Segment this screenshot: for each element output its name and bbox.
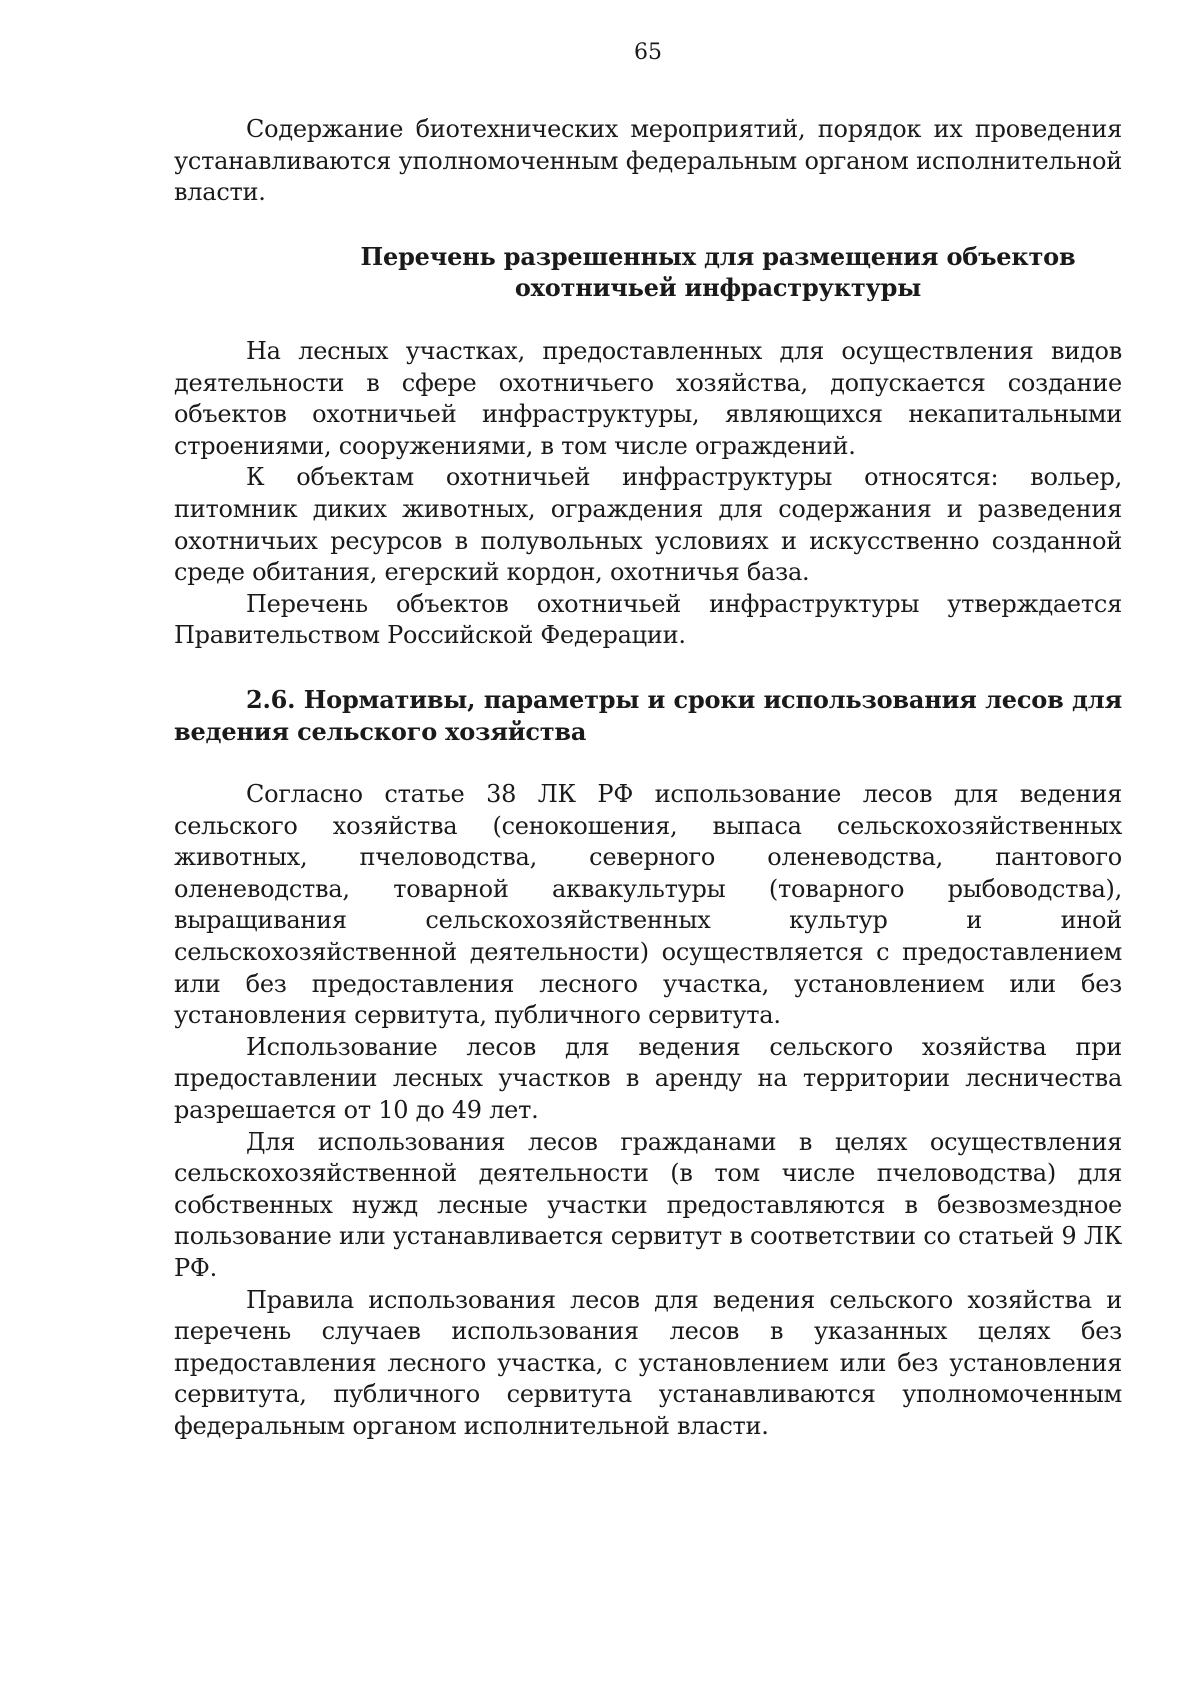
page-number: 65 bbox=[634, 40, 662, 65]
heading-hunting-infrastructure bbox=[174, 241, 1122, 304]
document-body bbox=[174, 114, 1122, 1443]
paragraph-biotechnical: Содержание биотехнических мероприятий, порядок их проведения устанавливаются уполномоченным федеральным органом исполнительной власти. bbox=[174, 115, 1122, 207]
paragraph-citizens-use: Для использования лесов гражданами в целях осуществления сельскохозяйственной деятельности (в том числе пчеловодства) для собственных нужд лесные участки предоставляются в безвозмездное пользование или устанавливается сервитут в соответствии со статьей 9 ЛК РФ. bbox=[174, 1127, 1122, 1282]
paragraph-infrastructure-objects: К объектам охотничьей инфраструктуры относятся: вольер, питомник диких животных, ограждения для содержания и разведения охотничьих ресурсов в полувольных условиях и искусственно созданной среде обитания, егерский кордон, охотничья база. bbox=[174, 463, 1122, 587]
heading-line: охотничьей инфраструктуры bbox=[514, 273, 922, 303]
paragraph-forest-plots: На лесных участках, предоставленных для осуществления видов деятельности в сфере охотничьего хозяйства, допускается создание объектов охотничьей инфраструктуры, являющихся некапитальными строениями, сооружениями, в том числе ограждений. bbox=[174, 336, 1122, 460]
spacer bbox=[174, 209, 1122, 241]
paragraph-article-38: Согласно статье 38 ЛК РФ использование лесов для ведения сельского хозяйства (сенокошения, выпаса сельскохозяйственных животных, пчеловодства, северного оленеводства, пантового оленеводства, товарной аквакультуры (товарного рыбоводства), выращивания сельскохозяйственных культур и иной сельскохозяйственной деятельности) осуществляется с предоставлением или без предоставления лесного участка, установлением или без установления сервитута, публичного сервитута. bbox=[174, 780, 1122, 1030]
document-page bbox=[174, 0, 1122, 1697]
spacer bbox=[174, 304, 1122, 336]
heading-line: Перечень разрешенных для размещения объектов bbox=[360, 241, 1076, 271]
paragraph-lease-term: Использование лесов для ведения сельского хозяйства при предоставлении лесных участков в аренду на территории лесничества разрешается от 10 до 49 лет. bbox=[174, 1032, 1122, 1125]
paragraph-government-list: Перечень объектов охотничьей инфраструктуры утверждается Правительством Российской Федерации. bbox=[174, 589, 1122, 650]
spacer bbox=[174, 652, 1122, 684]
heading-section-2-6: 2.6. Нормативы, параметры и сроки использования лесов для ведения сельского хозяйства bbox=[174, 684, 1122, 746]
spacer bbox=[174, 747, 1122, 779]
paragraph-rules: Правила использования лесов для ведения сельского хозяйства и перечень случаев использования лесов в указанных целях без предоставления лесного участка, с установлением или без установления сервитута, публичного сервитута устанавливаются уполномоченным федеральным органом исполнительной власти. bbox=[174, 1285, 1122, 1440]
